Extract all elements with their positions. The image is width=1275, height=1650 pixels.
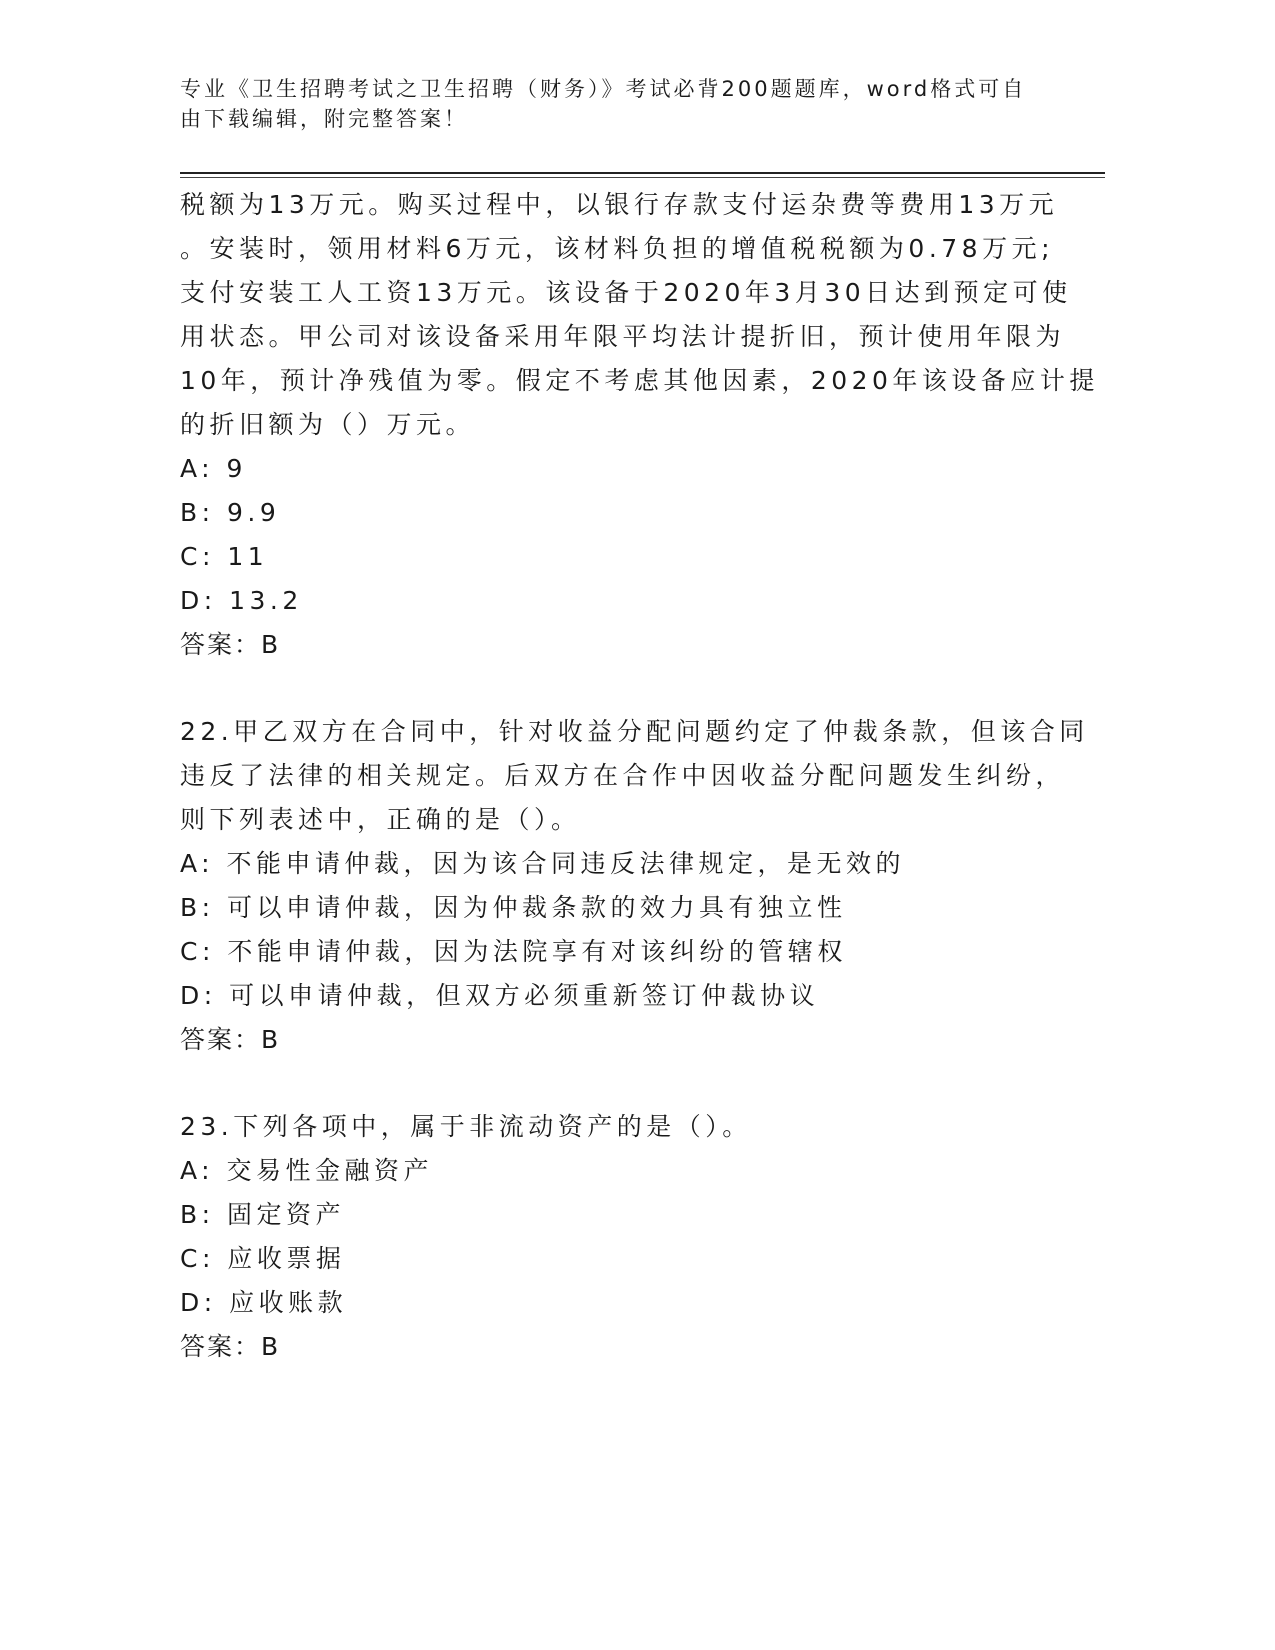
- question-stem-line: 的折旧额为（）万元。: [180, 410, 476, 439]
- question-23: [180, 1105, 1040, 1369]
- header-divider-thick: [180, 172, 1105, 174]
- question-stem-line: 用状态。甲公司对该设备采用年限平均法计提折旧，预计使用年限为: [180, 322, 1066, 351]
- question-stem-line: 税额为13万元。购买过程中，以银行存款支付运杂费等费用13万元: [180, 190, 1059, 219]
- question-stem-line: 22.甲乙双方在合同中，针对收益分配问题约定了仲裁条款，但该合同: [180, 717, 1089, 746]
- question-stem-line: 支付安装工人工资13万元。该设备于2020年3月30日达到预定可使: [180, 278, 1072, 307]
- question-spacer: [180, 667, 1040, 710]
- answer-line: 答案：B: [180, 1332, 281, 1361]
- header-line-1: 专业《卫生招聘考试之卫生招聘（财务）》考试必背200题题库，word格式可自: [180, 77, 1027, 101]
- question-stem-line: 违反了法律的相关规定。后双方在合作中因收益分配问题发生纠纷，: [180, 761, 1066, 790]
- option-a: A: 不能申请仲裁，因为该合同违反法律规定，是无效的: [180, 849, 906, 878]
- question-spacer: [180, 1062, 1040, 1105]
- answer-line: 答案：B: [180, 1025, 281, 1054]
- answer-line: 答案：B: [180, 630, 281, 659]
- question-stem-line: 则下列表述中，正确的是（）。: [180, 805, 581, 834]
- option-a: A: 9: [180, 454, 247, 483]
- option-c: C: 不能申请仲裁，因为法院享有对该纠纷的管辖权: [180, 937, 847, 966]
- question-stem-line: 23.下列各项中，属于非流动资产的是（）。: [180, 1112, 752, 1141]
- question-21: [180, 183, 1099, 667]
- question-22: [180, 710, 1089, 1062]
- option-b: B: 可以申请仲裁，因为仲裁条款的效力具有独立性: [180, 893, 847, 922]
- option-d: D: 13.2: [180, 586, 303, 615]
- option-a: A: 交易性金融资产: [180, 1156, 434, 1185]
- question-stem-line: 10年，预计净残值为零。假定不考虑其他因素，2020年该设备应计提: [180, 366, 1099, 395]
- option-d: D: 可以申请仲裁，但双方必须重新签订仲裁协议: [180, 981, 820, 1010]
- option-d: D: 应收账款: [180, 1288, 348, 1317]
- option-b: B: 9.9: [180, 498, 281, 527]
- option-c: C: 11: [180, 542, 269, 571]
- option-c: C: 应收票据: [180, 1244, 346, 1273]
- document-header: [180, 74, 1040, 134]
- header-divider-thin: [180, 177, 1105, 178]
- option-b: B: 固定资产: [180, 1200, 346, 1229]
- header-line-2: 由下载编辑，附完整答案！: [180, 107, 468, 131]
- question-stem-line: 。安装时，领用材料6万元，该材料负担的增值税税额为0.78万元;: [180, 234, 1054, 263]
- document-body: [180, 183, 1099, 1369]
